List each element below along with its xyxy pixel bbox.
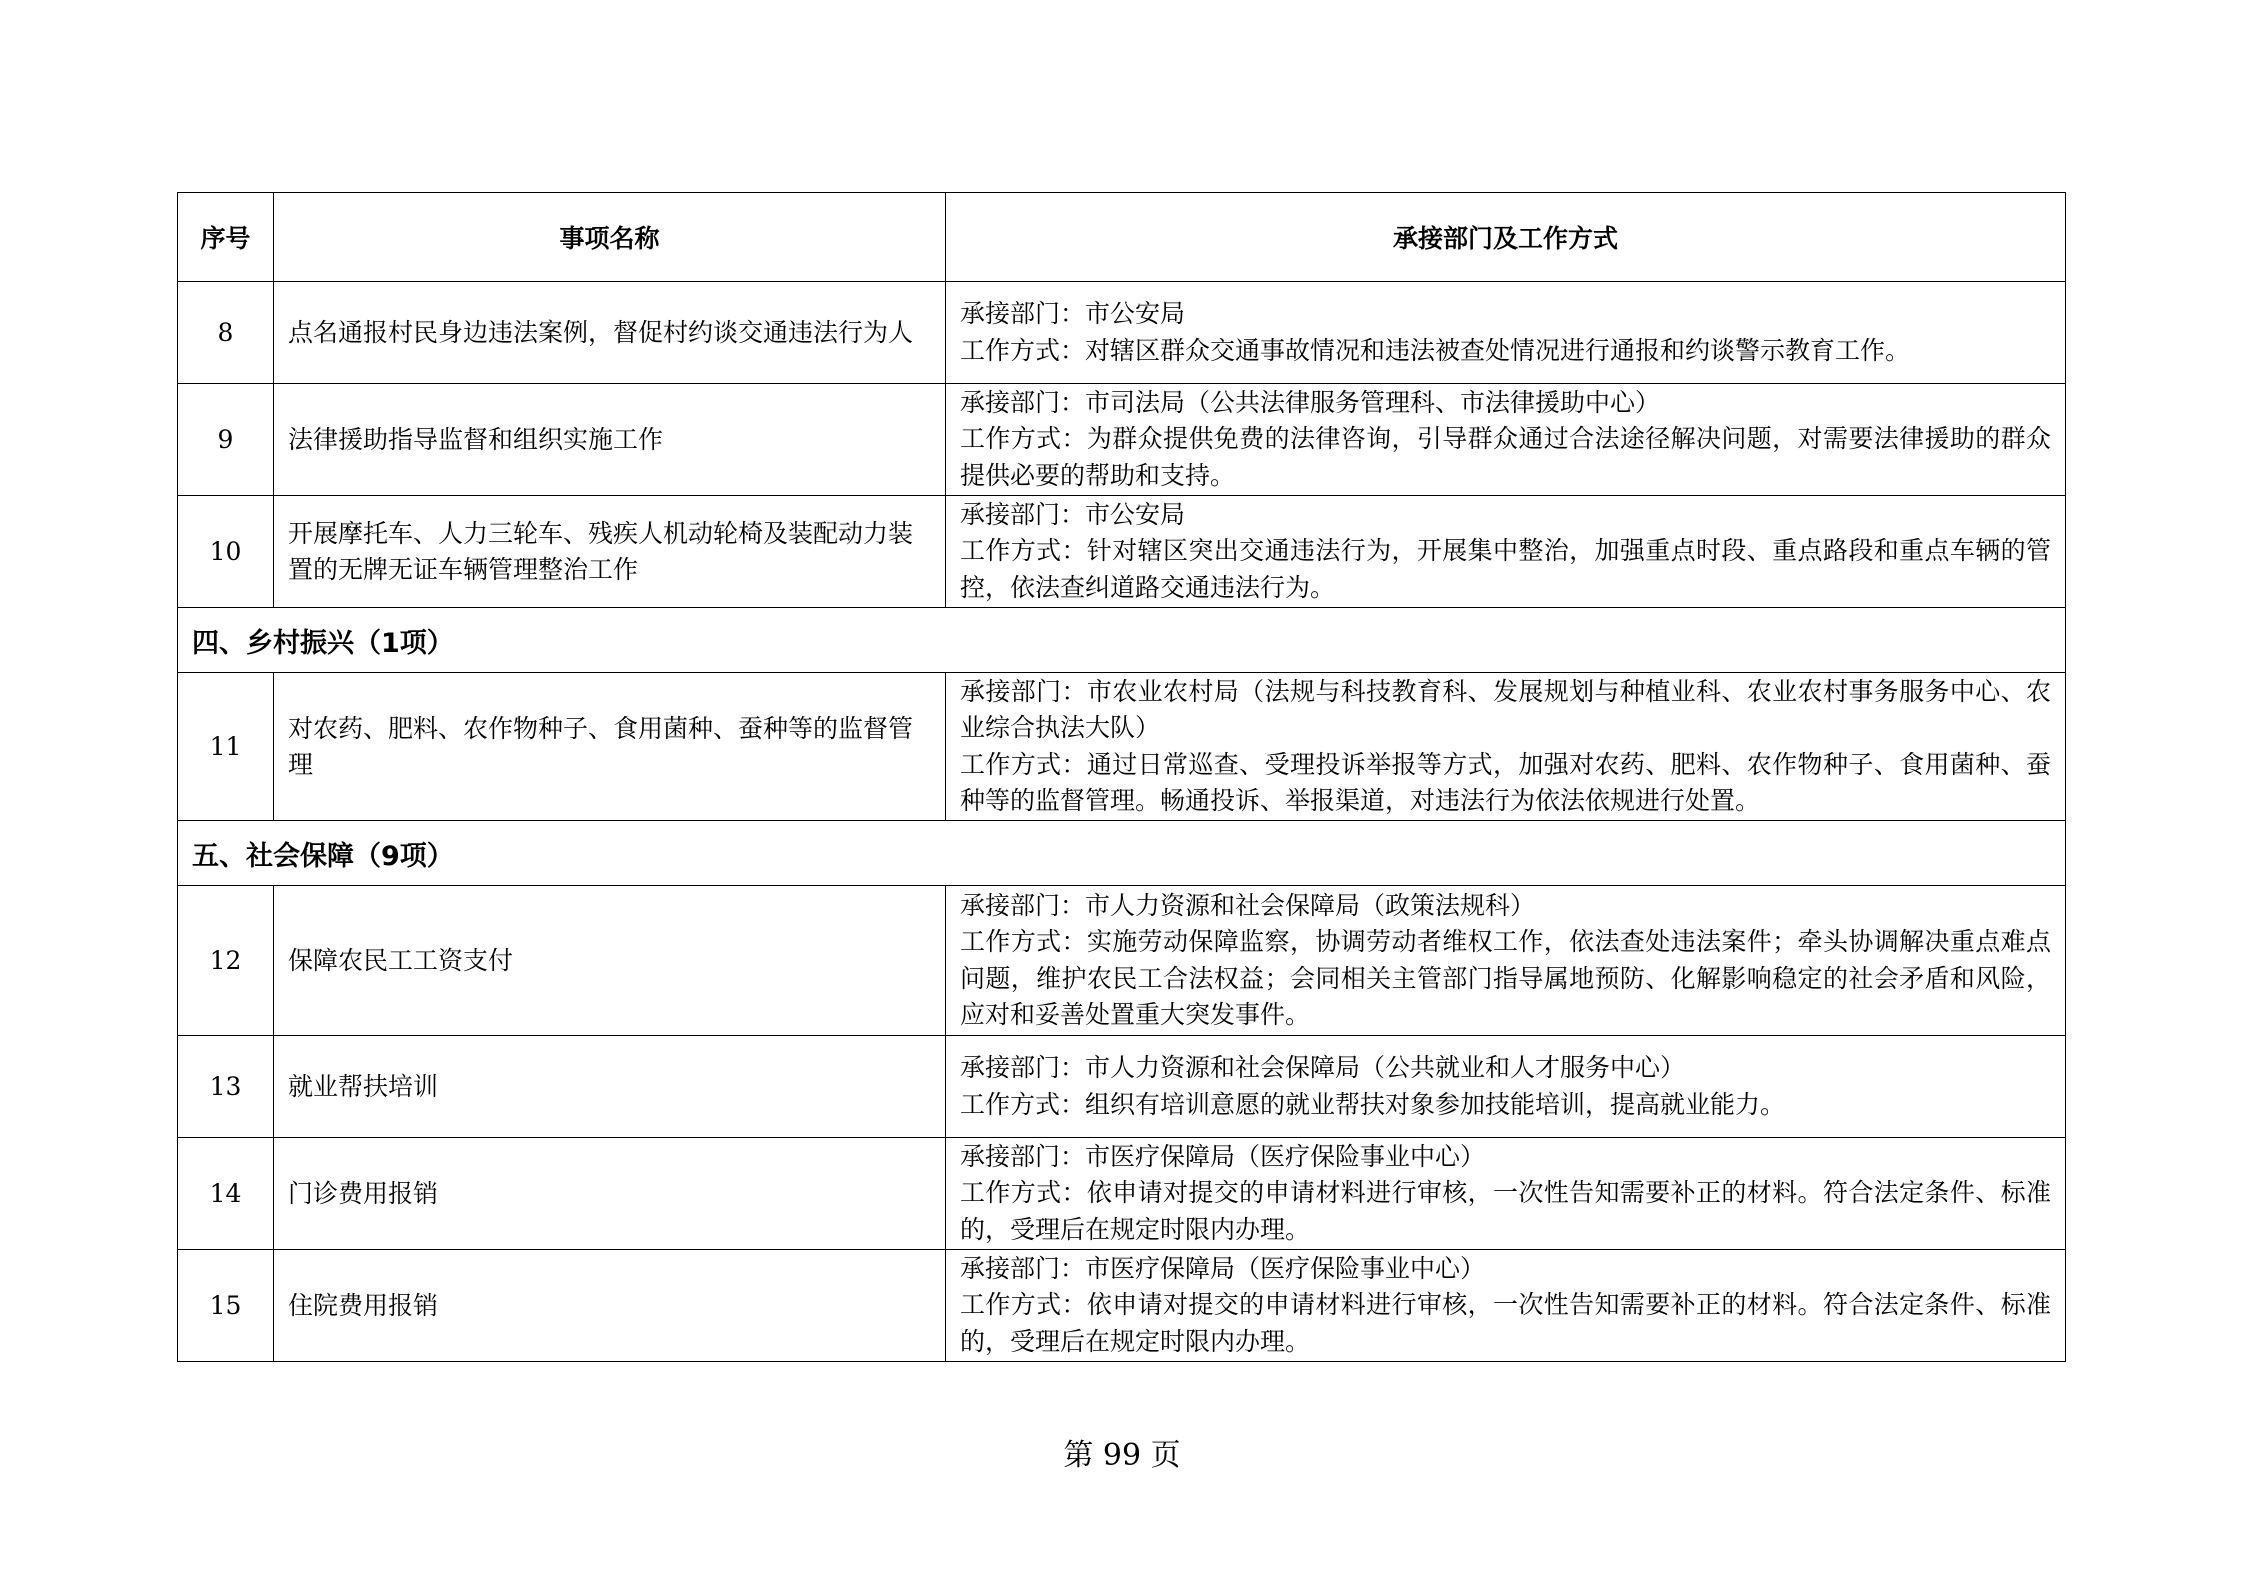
receiving-dept: 承接部门：市人力资源和社会保障局（政策法规科） — [960, 890, 1536, 920]
row-number: 15 — [178, 1250, 274, 1362]
receiving-dept: 承接部门：市农业农村局（法规与科技教育科、发展规划与种植业科、农业农村事务服务中心、农业综合执法大队） — [960, 676, 2051, 742]
dept-and-method — [946, 1250, 2066, 1362]
table-row — [178, 673, 2066, 821]
dept-and-method — [946, 886, 2066, 1036]
receiving-dept: 承接部门：市公安局 — [960, 499, 1186, 529]
header-dept: 承接部门及工作方式 — [946, 193, 2066, 282]
matter-name: 就业帮扶培训 — [274, 1036, 946, 1138]
matter-name: 门诊费用报销 — [274, 1138, 946, 1250]
table-row — [178, 1138, 2066, 1250]
header-no: 序号 — [178, 193, 274, 282]
row-number: 13 — [178, 1036, 274, 1138]
table-row — [178, 1250, 2066, 1362]
row-number: 10 — [178, 496, 274, 608]
table-row — [178, 1036, 2066, 1138]
matter-name: 法律援助指导监督和组织实施工作 — [274, 384, 946, 496]
work-method: 工作方式：实施劳动保障监察，协调劳动者维权工作，依法查处违法案件；牵头协调解决重点难点问题，维护农民工合法权益；会同相关主管部门指导属地预防、化解影响稳定的社会矛盾和风险，应对和妥善处置重大突发事件。 — [960, 927, 2051, 1029]
matter-name: 点名通报村民身边违法案例，督促村约谈交通违法行为人 — [274, 282, 946, 384]
dept-and-method — [946, 1036, 2066, 1138]
dept-and-method — [946, 384, 2066, 496]
row-number: 11 — [178, 673, 274, 821]
table-row — [178, 282, 2066, 384]
dept-and-method — [946, 496, 2066, 608]
matter-name: 开展摩托车、人力三轮车、残疾人机动轮椅及装配动力装置的无牌无证车辆管理整治工作 — [274, 496, 946, 608]
page-number: 第 99 页 — [1063, 1438, 1181, 1473]
matter-name: 住院费用报销 — [274, 1250, 946, 1362]
section-title: 五、社会保障（9项） — [178, 821, 2066, 886]
dept-and-method — [946, 673, 2066, 821]
row-number: 12 — [178, 886, 274, 1036]
section-row — [178, 608, 2066, 673]
table-header-row — [178, 193, 2066, 282]
row-number: 14 — [178, 1138, 274, 1250]
work-method: 工作方式：依申请对提交的申请材料进行审核，一次性告知需要补正的材料。符合法定条件、标准的，受理后在规定时限内办理。 — [960, 1290, 2051, 1356]
table-row — [178, 886, 2066, 1036]
receiving-dept: 承接部门：市医疗保障局（医疗保险事业中心） — [960, 1141, 1486, 1171]
table-row — [178, 496, 2066, 608]
dept-and-method — [946, 1138, 2066, 1250]
dept-and-method — [946, 282, 2066, 384]
section-row — [178, 821, 2066, 886]
work-method: 工作方式：对辖区群众交通事故情况和违法被查处情况进行通报和约谈警示教育工作。 — [960, 335, 1911, 365]
section-title: 四、乡村振兴（1项） — [178, 608, 2066, 673]
matters-table — [177, 192, 2066, 1362]
work-method: 工作方式：依申请对提交的申请材料进行审核，一次性告知需要补正的材料。符合法定条件、标准的，受理后在规定时限内办理。 — [960, 1178, 2051, 1244]
work-method: 工作方式：组织有培训意愿的就业帮扶对象参加技能培训，提高就业能力。 — [960, 1089, 1786, 1119]
receiving-dept: 承接部门：市人力资源和社会保障局（公共就业和人才服务中心） — [960, 1053, 1686, 1082]
receiving-dept: 承接部门：市医疗保障局（医疗保险事业中心） — [960, 1253, 1486, 1283]
matter-name: 对农药、肥料、农作物种子、食用菌种、蚕种等的监督管理 — [274, 673, 946, 821]
table-row — [178, 384, 2066, 496]
work-method: 工作方式：通过日常巡查、受理投诉举报等方式，加强对农药、肥料、农作物种子、食用菌种、蚕种等的监督管理。畅通投诉、举报渠道，对违法行为依法依规进行处置。 — [960, 749, 2051, 815]
work-method: 工作方式：针对辖区突出交通违法行为，开展集中整治，加强重点时段、重点路段和重点车辆的管控，依法查纠道路交通违法行为。 — [960, 536, 2051, 602]
work-method: 工作方式：为群众提供免费的法律咨询，引导群众通过合法途径解决问题，对需要法律援助的群众提供必要的帮助和支持。 — [960, 424, 2051, 490]
receiving-dept: 承接部门：市司法局（公共法律服务管理科、市法律援助中心） — [960, 387, 1661, 417]
receiving-dept: 承接部门：市公安局 — [960, 299, 1186, 328]
row-number: 8 — [178, 282, 274, 384]
matter-name: 保障农民工工资支付 — [274, 886, 946, 1036]
table-body — [178, 282, 2066, 1362]
row-number: 9 — [178, 384, 274, 496]
header-name: 事项名称 — [274, 193, 946, 282]
